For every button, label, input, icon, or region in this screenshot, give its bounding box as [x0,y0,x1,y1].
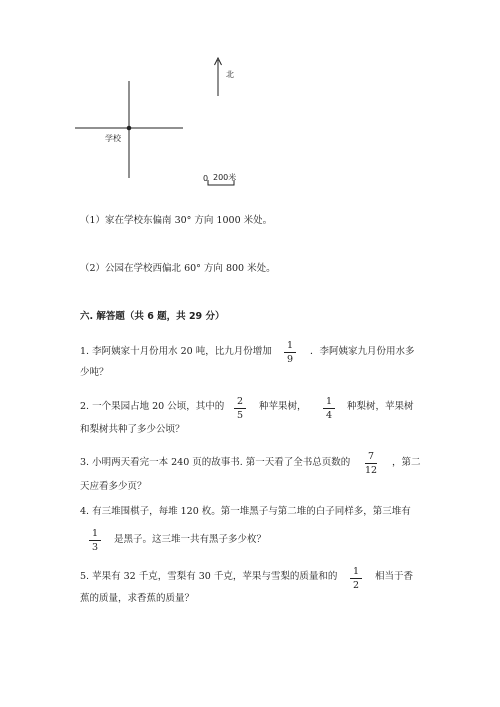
school-label: 学校 [105,134,121,143]
q4-fraction-numerator: 1 [91,528,99,539]
question-5-2: （2）公园在学校西偏北 60° 方向 800 米处。 [80,263,276,274]
q2-fraction-1-numerator: 2 [236,396,244,407]
q5-fraction-numerator: 1 [352,566,360,577]
q3-fraction-numerator: 7 [367,451,375,462]
fraction-bar [89,540,101,541]
q5-text-b: 相当于香 [375,571,414,582]
question-5-1: （1）家在学校东偏南 30° 方向 1000 米处。 [80,215,273,226]
q1-fraction-denominator: 9 [286,354,294,365]
school-point [127,126,132,131]
q5-fraction [349,566,363,591]
q1-fraction-numerator: 1 [286,340,294,351]
q2-text-a: 2. 一个果园占地 20 公顷，其中的 [80,401,225,412]
scale-value-label: 200米 [213,173,237,182]
q3-text-b: ，第二 [392,457,421,468]
q5-fraction-denominator: 2 [352,580,360,591]
section-6-title: 六. 解答题（共 6 题，共 29 分） [80,311,225,322]
q2-fraction-1-denominator: 5 [236,410,244,421]
q2-fraction-1 [233,396,247,421]
q4-text-b: 是黑子。这三堆一共有黑子多少枚？ [114,534,267,545]
q3-text-c: 天应看多少页？ [80,481,147,492]
north-label: 北 [226,70,234,79]
fraction-bar [365,463,377,464]
q4-text-a: 4. 有三堆围棋子，每堆 120 枚。第一堆黑子与第二堆的白子同样多，第三堆有 [80,506,411,517]
q2-text-c: 种梨树，苹果树 [347,401,414,412]
q1-text-a: 1. 李阿姨家十月份用水 20 吨，比九月份增加 [80,346,272,357]
q3-fraction-denominator: 12 [364,465,378,476]
q2-fraction-2-numerator: 1 [325,396,333,407]
q1-text-b: ．李阿姨家九月份用水多 [310,346,415,357]
q1-text-c: 少吨？ [80,367,109,378]
fraction-bar [323,408,335,409]
q5-text-c: 蕉的质量，求香蕉的质量？ [80,593,195,604]
fraction-bar [350,578,362,579]
q2-fraction-2-denominator: 4 [325,410,333,421]
q4-fraction [88,528,102,553]
q3-text-a: 3. 小明两天看完一本 240 页的故事书. 第一天看了全书总页数的 [80,457,351,468]
fraction-bar [234,408,246,409]
q2-text-b: 种苹果树， [259,401,307,412]
q5-text-a: 5. 苹果有 32 千克，雪梨有 30 千克，苹果与雪梨的质量和的 [80,571,338,582]
fraction-bar [284,352,296,353]
q2-text-d: 和梨树共种了多少公顷？ [80,424,185,435]
q2-fraction-2 [322,396,336,421]
q1-fraction [283,340,297,365]
q3-fraction [364,451,378,476]
scale-zero-label: 0 [203,174,209,183]
direction-figure [0,0,500,200]
q4-fraction-denominator: 3 [91,542,99,553]
